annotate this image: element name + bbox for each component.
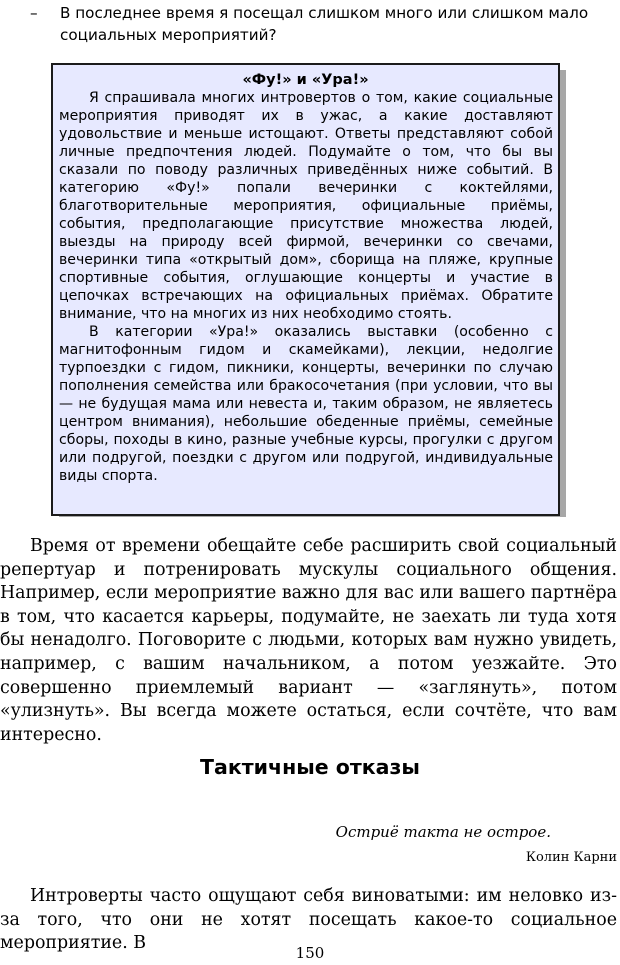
section-paragraph: Интроверты часто ощущают себя виноватыми: им неловко из-за того, что они не хотят посещать какое-то социальное мероприятие. В	[0, 886, 617, 954]
epigraph-quote: Остриё такта не острое.	[335, 823, 551, 841]
page-number: 150	[295, 944, 325, 962]
sidebar-box-title: «Фу!» и «Ура!»	[242, 72, 369, 88]
sidebar-box-paragraph-1: Я спрашивала многих интровертов о том, какие социальные мероприятия приводят их в ужас, а какие доставляют удовольствие и меньше истощают. Ответы представляют собой личные предпочтения людей. Подумайте о том, что бы вы сказали по поводу различных приведённых ниже событий. В категорию «Фу!» попали вечеринки с коктейлями, благотворительные мероприятия, официальные приёмы, события, предполагающие присутствие множества людей, выезды на природу всей фирмой, вечеринки со свечами, вечеринки типа «открытый дом», сборища на пляже, крупные спортивные события, оглушающие концерты и участие в цепочках встречающих на официальных приёмах. Обратите внимание, что на многих из них необходимо стоять.	[59, 90, 553, 322]
section-heading: Тактичные отказы	[200, 755, 420, 779]
main-paragraph: Время от времени обещайте себе расширить свой социальный репертуар и потренировать мускулы социального общения. Например, если мероприятие важно для вас или вашего партнёра в том, что касается карьеры, подумайте, не заехать ли туда хотя бы ненадолго. Поговорите с людьми, которых вам нужно увидеть, например, с вашим начальником, а потом уезжайте. Это совершенно приемлемый вариант — «заглянуть», потом «улизнуть». Вы всегда можете остаться, если сочтёте, что вам интересно.	[0, 536, 617, 745]
bullet-text: В последнее время я посещал слишком много или слишком мало социальных мероприятий?	[60, 4, 589, 44]
bullet-dash: –	[30, 4, 38, 22]
sidebar-box	[51, 63, 560, 516]
main-body	[0, 535, 617, 747]
sidebar-box-paragraph-2: В категории «Ура!» оказались выставки (особенно с магнитофонным гидом и скамейками), лекции, недолгие турпоездки с гидом, пикники, концерты, вечеринки по случаю пополнения семейства или бракосочетания (при условии, что вы — не будущая мама или невеста и, таким образом, не являетесь центром внимания), небольшие обеденные приёмы, семейные сборы, походы в кино, разные учебные курсы, прогулки с другом или подругой, поездки с другом или подругой, индивидуальные виды спорта.	[59, 324, 553, 484]
epigraph-author: Колин Карни	[525, 850, 617, 865]
bullet-question	[30, 2, 612, 46]
